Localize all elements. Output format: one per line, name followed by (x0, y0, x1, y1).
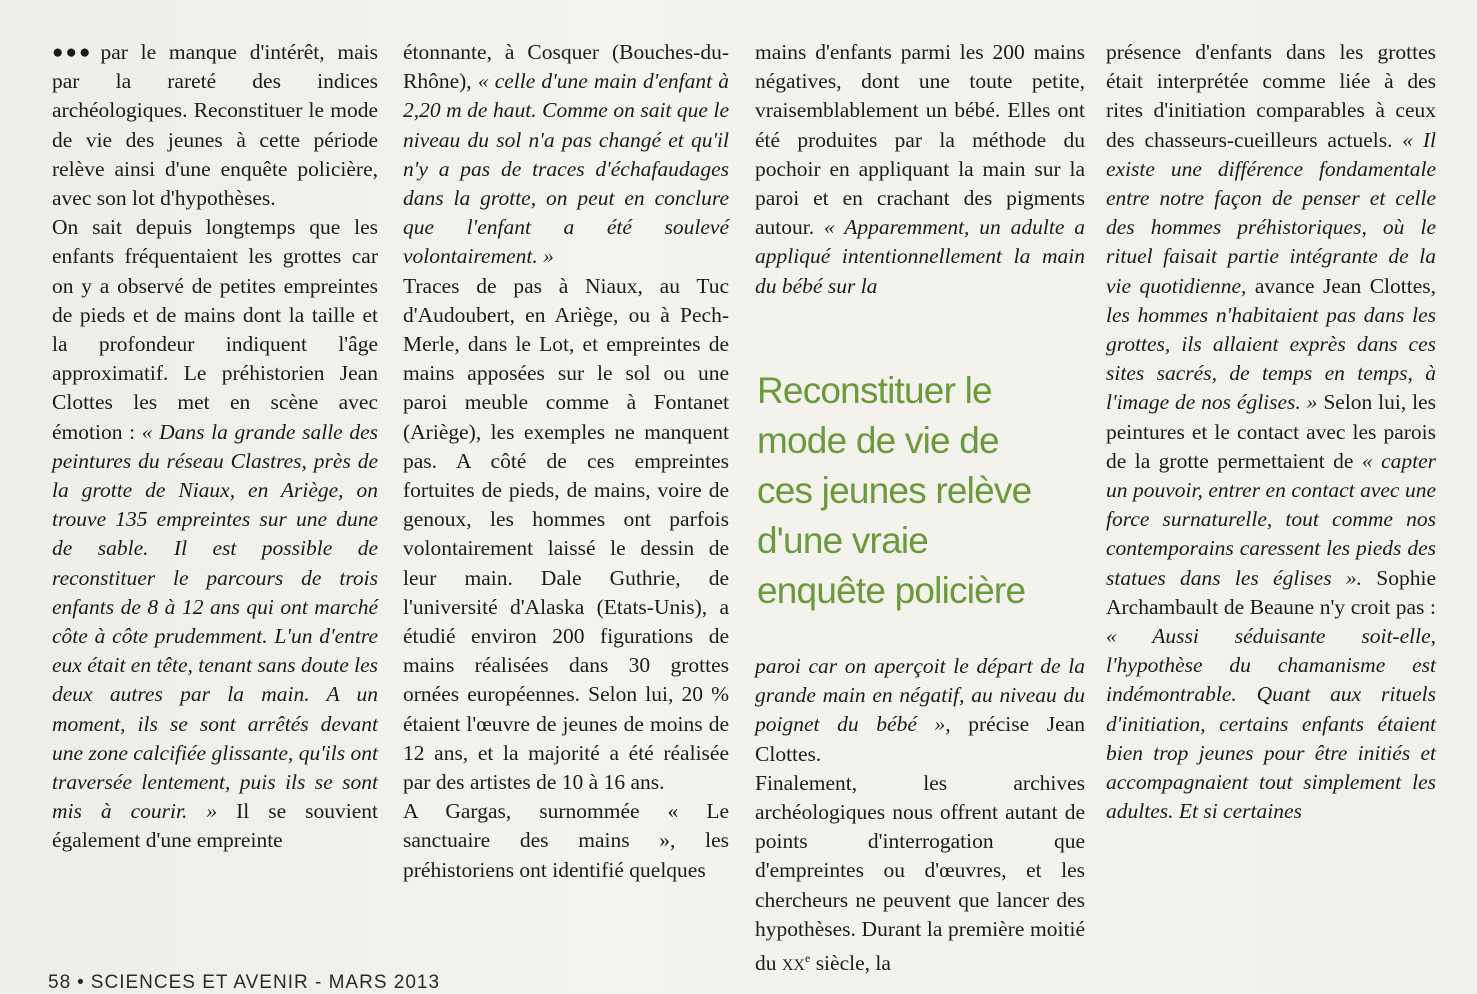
column4-p1-mid: Selon lui, les peintures et le contact avec les parois de la grotte permettaient de (1106, 390, 1437, 473)
pull-quote (757, 366, 1087, 616)
clottes-quote-niaux: « Dans la grande salle des peintures du réseau Clastres, près de la grotte de Niaux, en Ariège, on trouve 135 empreintes sur une dune de sable. Il est possible de reconstituer le parcours de trois enfants de 8 à 12 ans qui ont marché côte à côte prudemment. L'un d'entre eux était en tête, tenant sans doute les deux autres par la main. A un moment, ils se sont arrêtés devant une zone calcifiée glissante, qu'ils ont traversée lentement, puis ils se sont mis à courir. » (52, 419, 379, 824)
magazine-name: SCIENCES ET AVENIR (90, 972, 309, 993)
column3-paragraph-1 (755, 38, 1085, 301)
clottes-quote-cosquer: « celle d'une main d'enfant à 2,20 m de haut. Comme on sait que le niveau du sol n'a pas changé et qu'il n'y a pas de traces d'échafaudages dans la grotte, on peut en conclure que l'enfant a été soulevé volontairement. » (403, 69, 730, 269)
column3-p3-start: Finalement, les archives archéologiques nous offrent autant de points d'interrogation que d'empreintes ou d'œuvres, et les chercheurs ne peuvent que lancer des hypothèses. Durant la première moitié du (755, 770, 1085, 976)
column4-p1-start: présence d'enfants dans les grottes était interprétée comme liée à des rites d'initiation comparables à ceux des chasseurs-cueilleurs actuels. (1106, 40, 1436, 152)
footer-separator: • (77, 972, 85, 993)
article-column-4 (1106, 38, 1436, 826)
article-column-1 (52, 38, 378, 856)
archambault-quote: « Aussi séduisante soit-elle, l'hypothèse du chamanisme est indémontrable. Quant aux rituels d'initiation, certains enfants étaient bien trop jeunes pour être initiés et accompagnaient tout simplement les adultes. Et si certaines (1106, 624, 1436, 824)
column1-paragraph-1 (52, 38, 378, 213)
article-column-3 (755, 38, 1085, 301)
column2-paragraph-1 (403, 38, 729, 272)
column1-paragraph-2 (52, 213, 378, 855)
clottes-quote-power: « capter un pouvoir, entrer en contact avec une force surnaturelle, tout comme nos contemporains caressent les pieds des statues dans les églises ». (1106, 448, 1437, 590)
century-superscript: e (804, 951, 811, 966)
column3-p1-start: mains d'enfants parmi les 200 mains négatives, dont une toute petite, vraisemblablement un bébé. Elles ont été produites par la méthode du pochoir en appliquant la main sur la paroi et en crachant des pigments autour. (755, 40, 1085, 240)
continuation-bullets: ●●● (52, 42, 93, 63)
page-number: 58 (48, 972, 72, 993)
column1-p2-end: Il se souvient également d'une empreinte (52, 799, 379, 853)
column4-attribution: avance Jean Clottes, (1254, 273, 1436, 298)
column2-p1-start: étonnante, à Cosquer (Bouches-du-Rhône), (403, 40, 729, 94)
pull-quote-line-4: d'une vraie (757, 520, 929, 561)
column1-p2-start: On sait depuis longtemps que les enfants fréquentaient les grottes car on y a observé de petites empreintes de pieds et de mains dont la taille et la profondeur indiquent l'âge approximatif. Le préhistorien Jean Clottes les met en scène avec émotion : (52, 215, 378, 444)
column2-paragraph-3: A Gargas, surnommée « Le sanctuaire des mains », les préhistoriens ont identifié quelques (403, 799, 729, 882)
pull-quote-line-1: Reconstituer le (757, 370, 992, 411)
clottes-quote-gargas: « Apparemment, un adulte a appliqué intentionnellement la main du bébé sur la (755, 215, 1086, 298)
column4-p1-mid2: Sophie Archambault de Beaune n'y croit pas : (1106, 565, 1436, 619)
footer-dash: - (315, 972, 323, 993)
clottes-quote-churches: les hommes n'habitaient pas dans les grottes, ils allaient exprès dans ces sites sacrés, de temps en temps, à l'image de nos églises. » (1106, 302, 1436, 415)
page-footer (48, 972, 440, 994)
column4-paragraph-1 (1106, 38, 1436, 826)
article-column-3-continued (755, 652, 1085, 980)
column2-paragraph-2: Traces de pas à Niaux, au Tuc d'Audoubert, en Ariège, ou à Pech-Merle, dans le Lot, et empreintes de mains apposées sur le sol ou une paroi meuble comme à Fontanet (Ariège), les exemples ne manquent pas. A côté de ces empreintes fortuites de pieds, de mains, voire de genoux, les hommes ont parfois volontairement laissé le dessin de leur main. Dale Guthrie, de l'université d'Alaska (Etats-Unis), a étudié environ 200 figurations de mains réalisées dans 30 grottes ornées européennes. Selon lui, 20 % étaient l'œuvre de jeunes de moins de 12 ans, et la majorité a été réalisée par des artistes de 10 à 16 ans. (403, 273, 729, 795)
clottes-quote-gargas-end: paroi car on aperçoit le départ de la grande main en négatif, au niveau du poignet du bébé », (755, 654, 1085, 737)
pull-quote-line-2: mode de vie de (757, 420, 999, 461)
pull-quote-line-5: enquête policière (757, 570, 1026, 611)
article-column-2 (403, 38, 729, 885)
column3-p3-end: siècle, la (815, 951, 891, 976)
century-numeral (782, 951, 810, 975)
clottes-quote-ritual: « Il existe une différence fondamentale entre notre façon de penser et celle des hommes préhistoriques, où le rituel faisait partie intégrante de la vie quotidienne, (1106, 127, 1436, 298)
century-roman: XX (781, 957, 805, 975)
column3-paragraph-3 (755, 769, 1085, 980)
column1-p1-text: par le manque d'intérêt, mais par la rareté des indices archéologiques. Reconstituer le mode de vie des jeunes à cette période relève ainsi d'une enquête policière, avec son lot d'hypothèses. (52, 40, 378, 211)
column3-p2-end: précise Jean Clottes. (755, 712, 1085, 766)
pull-quote-line-3: ces jeunes relève (757, 470, 1032, 511)
column3-paragraph-2 (755, 652, 1085, 769)
issue-date: MARS 2013 (328, 972, 441, 993)
